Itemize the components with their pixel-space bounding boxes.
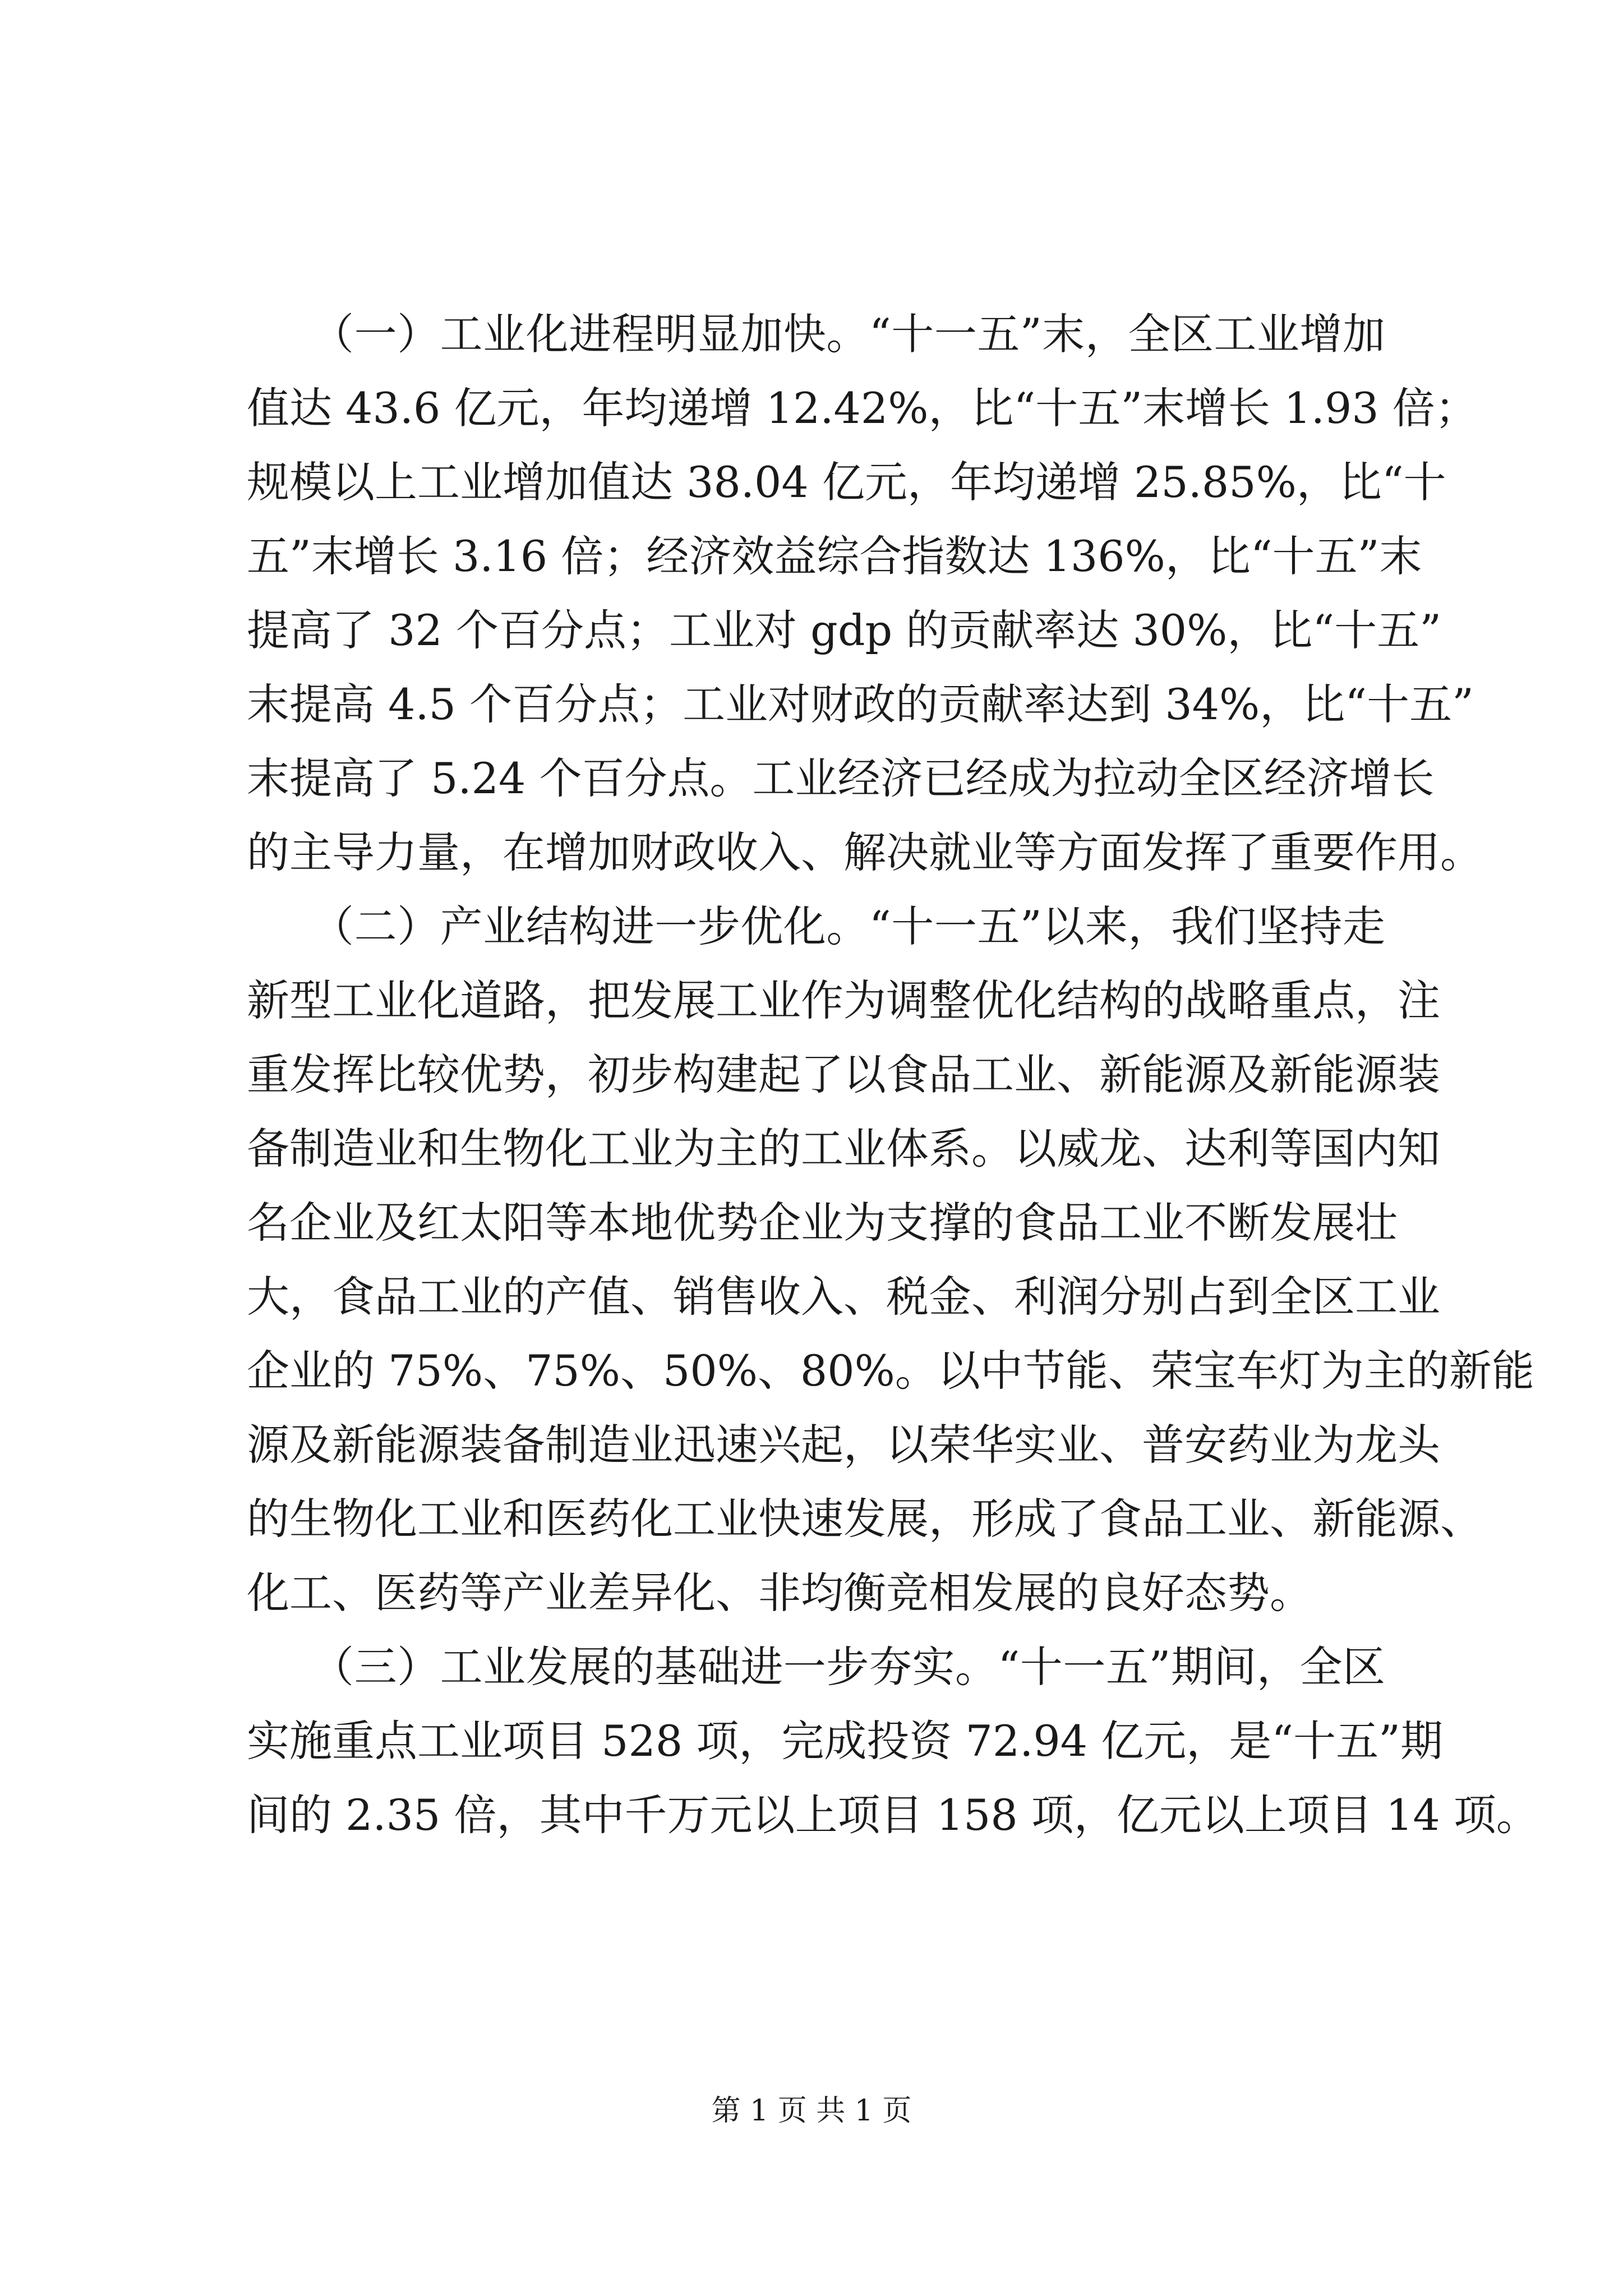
text-line: 备制造业和生物化工业为主的工业体系。以威龙、达利等国内知 bbox=[247, 1124, 1440, 1174]
text-line: 值达 43.6 亿元，年均递增 12.42%，比“十五”末增长 1.93 倍； bbox=[247, 383, 1478, 433]
text-line: 末提高 4.5 个百分点；工业对财政的贡献率达到 34%，比“十五” bbox=[247, 679, 1474, 729]
text-line: （二）产业结构进一步优化。“十一五”以来，我们坚持走 bbox=[247, 901, 1385, 951]
text-line: 实施重点工业项目 528 项，完成投资 72.94 亿元，是“十五”期 bbox=[247, 1716, 1443, 1766]
text-line: （三）工业发展的基础进一步夯实。“十一五”期间，全区 bbox=[247, 1642, 1385, 1692]
text-line: 五”末增长 3.16 倍；经济效益综合指数达 136%，比“十五”末 bbox=[247, 531, 1422, 581]
page-number-footer: 第 1 页 共 1 页 bbox=[711, 2094, 912, 2128]
document-body bbox=[247, 297, 1539, 1852]
text-line: 源及新能源装备制造业迅速兴起，以荣华实业、普安药业为龙头 bbox=[247, 1420, 1440, 1470]
text-line: 企业的 75%、75%、50%、80%。以中节能、荣宝车灯为主的新能 bbox=[247, 1346, 1534, 1396]
paragraph-industrial-structure bbox=[247, 890, 1534, 1630]
paragraph-industrial-foundation bbox=[247, 1630, 1539, 1852]
text-line: 规模以上工业增加值达 38.04 亿元，年均递增 25.85%，比“十 bbox=[247, 457, 1446, 507]
text-line: （一）工业化进程明显加快。“十一五”末，全区工业增加 bbox=[247, 309, 1385, 359]
text-line: 新型工业化道路，把发展工业作为调整优化结构的战略重点，注 bbox=[247, 976, 1440, 1025]
text-line: 大，食品工业的产值、销售收入、税金、利润分别占到全区工业 bbox=[247, 1272, 1440, 1322]
paragraph-industrialization bbox=[247, 297, 1483, 890]
text-line: 的主导力量，在增加财政收入、解决就业等方面发挥了重要作用。 bbox=[247, 827, 1483, 877]
text-line: 末提高了 5.24 个百分点。工业经济已经成为拉动全区经济增长 bbox=[247, 753, 1435, 803]
text-line: 重发挥比较优势，初步构建起了以食品工业、新能源及新能源装 bbox=[247, 1050, 1440, 1099]
text-line: 名企业及红太阳等本地优势企业为支撑的食品工业不断发展壮 bbox=[247, 1198, 1398, 1248]
text-line: 间的 2.35 倍，其中千万元以上项目 158 项，亿元以上项目 14 项。 bbox=[247, 1790, 1539, 1840]
text-line: 化工、医药等产业差异化、非均衡竞相发展的良好态势。 bbox=[247, 1568, 1312, 1618]
text-line: 的生物化工业和医药化工业快速发展，形成了食品工业、新能源、 bbox=[247, 1494, 1483, 1544]
text-line: 提高了 32 个百分点；工业对 gdp 的贡献率达 30%，比“十五” bbox=[247, 605, 1442, 655]
